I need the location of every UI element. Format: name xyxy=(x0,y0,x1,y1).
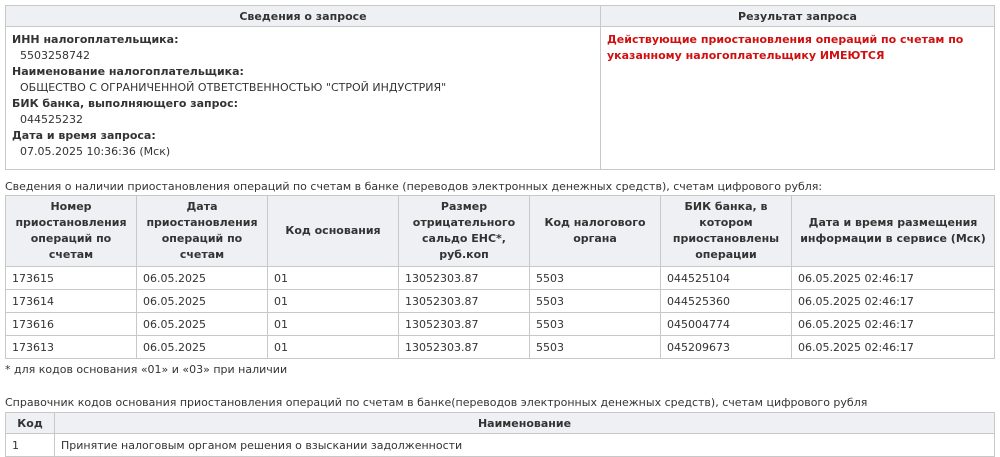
cell-published: 06.05.2025 02:46:17 xyxy=(792,313,995,336)
ref-cell-code: 1 xyxy=(6,434,55,457)
col-header-date: Дата приостановления операций по счетам xyxy=(137,196,268,267)
table-row xyxy=(6,336,995,359)
cell-number: 173613 xyxy=(6,336,137,359)
table-row xyxy=(6,434,995,457)
col-header-bank-bik: БИК банка, в котором приостановлены операции xyxy=(661,196,792,267)
cell-balance: 13052303.87 xyxy=(399,336,530,359)
request-info-cell xyxy=(6,27,601,170)
cell-bank-bik: 045004774 xyxy=(661,313,792,336)
cell-date: 06.05.2025 xyxy=(137,290,268,313)
table-row xyxy=(6,290,995,313)
cell-code: 01 xyxy=(268,267,399,290)
table-row xyxy=(6,267,995,290)
taxpayer-name-value: ОБЩЕСТВО С ОГРАНИЧЕННОЙ ОТВЕТСТВЕННОСТЬЮ "СТРОЙ ИНДУСТРИЯ" xyxy=(20,81,447,94)
col-header-published: Дата и время размещения информации в сервисе (Мск) xyxy=(792,196,995,267)
col-header-number: Номер приостановления операций по счетам xyxy=(6,196,137,267)
request-info-table xyxy=(5,5,995,170)
col-header-tax-office: Код налогового органа xyxy=(530,196,661,267)
reference-caption: Справочник кодов основания приостановления операций по счетам в банке(переводов электронных денежных средств), счетам цифрового рубля xyxy=(5,396,868,409)
suspensions-caption: Сведения о наличии приостановления операций по счетам в банке (переводов электронных денежных средств), счетам цифрового рубля: xyxy=(5,180,823,193)
cell-balance: 13052303.87 xyxy=(399,290,530,313)
request-info-header: Сведения о запросе xyxy=(6,6,601,27)
footnote: * для кодов основания «01» и «03» при наличии xyxy=(5,363,288,376)
cell-published: 06.05.2025 02:46:17 xyxy=(792,336,995,359)
cell-number: 173616 xyxy=(6,313,137,336)
cell-tax-office: 5503 xyxy=(530,290,661,313)
taxpayer-name-label: Наименование налогоплательщика: xyxy=(12,65,244,78)
cell-published: 06.05.2025 02:46:17 xyxy=(792,290,995,313)
table-row xyxy=(6,313,995,336)
request-datetime-value: 07.05.2025 10:36:36 (Мск) xyxy=(20,145,171,158)
bank-bik-value: 044525232 xyxy=(20,113,83,126)
col-header-code: Код основания xyxy=(268,196,399,267)
inn-value: 5503258742 xyxy=(20,49,90,62)
reference-header-row xyxy=(6,413,995,434)
ref-col-header-name: Наименование xyxy=(55,413,995,434)
col-header-balance: Размер отрицательного сальдо ЕНС*, руб.коп xyxy=(399,196,530,267)
cell-number: 173614 xyxy=(6,290,137,313)
reference-table xyxy=(5,412,995,457)
request-result-cell xyxy=(601,27,995,170)
cell-tax-office: 5503 xyxy=(530,313,661,336)
ref-cell-name: Принятие налоговым органом решения о взыскании задолженности xyxy=(55,434,995,457)
cell-number: 173615 xyxy=(6,267,137,290)
bank-bik-label: БИК банка, выполняющего запрос: xyxy=(12,97,239,110)
cell-tax-office: 5503 xyxy=(530,336,661,359)
inn-label: ИНН налогоплательщика: xyxy=(12,33,179,46)
cell-code: 01 xyxy=(268,290,399,313)
cell-date: 06.05.2025 xyxy=(137,267,268,290)
cell-bank-bik: 045209673 xyxy=(661,336,792,359)
suspensions-table xyxy=(5,195,995,359)
cell-published: 06.05.2025 02:46:17 xyxy=(792,267,995,290)
cell-code: 01 xyxy=(268,313,399,336)
cell-date: 06.05.2025 xyxy=(137,313,268,336)
suspensions-header-row xyxy=(6,196,995,267)
cell-balance: 13052303.87 xyxy=(399,267,530,290)
cell-date: 06.05.2025 xyxy=(137,336,268,359)
cell-balance: 13052303.87 xyxy=(399,313,530,336)
request-datetime-label: Дата и время запроса: xyxy=(12,129,156,142)
cell-bank-bik: 044525360 xyxy=(661,290,792,313)
cell-bank-bik: 044525104 xyxy=(661,267,792,290)
request-result-header: Результат запроса xyxy=(601,6,995,27)
cell-tax-office: 5503 xyxy=(530,267,661,290)
result-text: Действующие приостановления операций по счетам по указанному налогоплательщику ИМЕЮТСЯ xyxy=(607,33,964,62)
cell-code: 01 xyxy=(268,336,399,359)
ref-col-header-code: Код xyxy=(6,413,55,434)
